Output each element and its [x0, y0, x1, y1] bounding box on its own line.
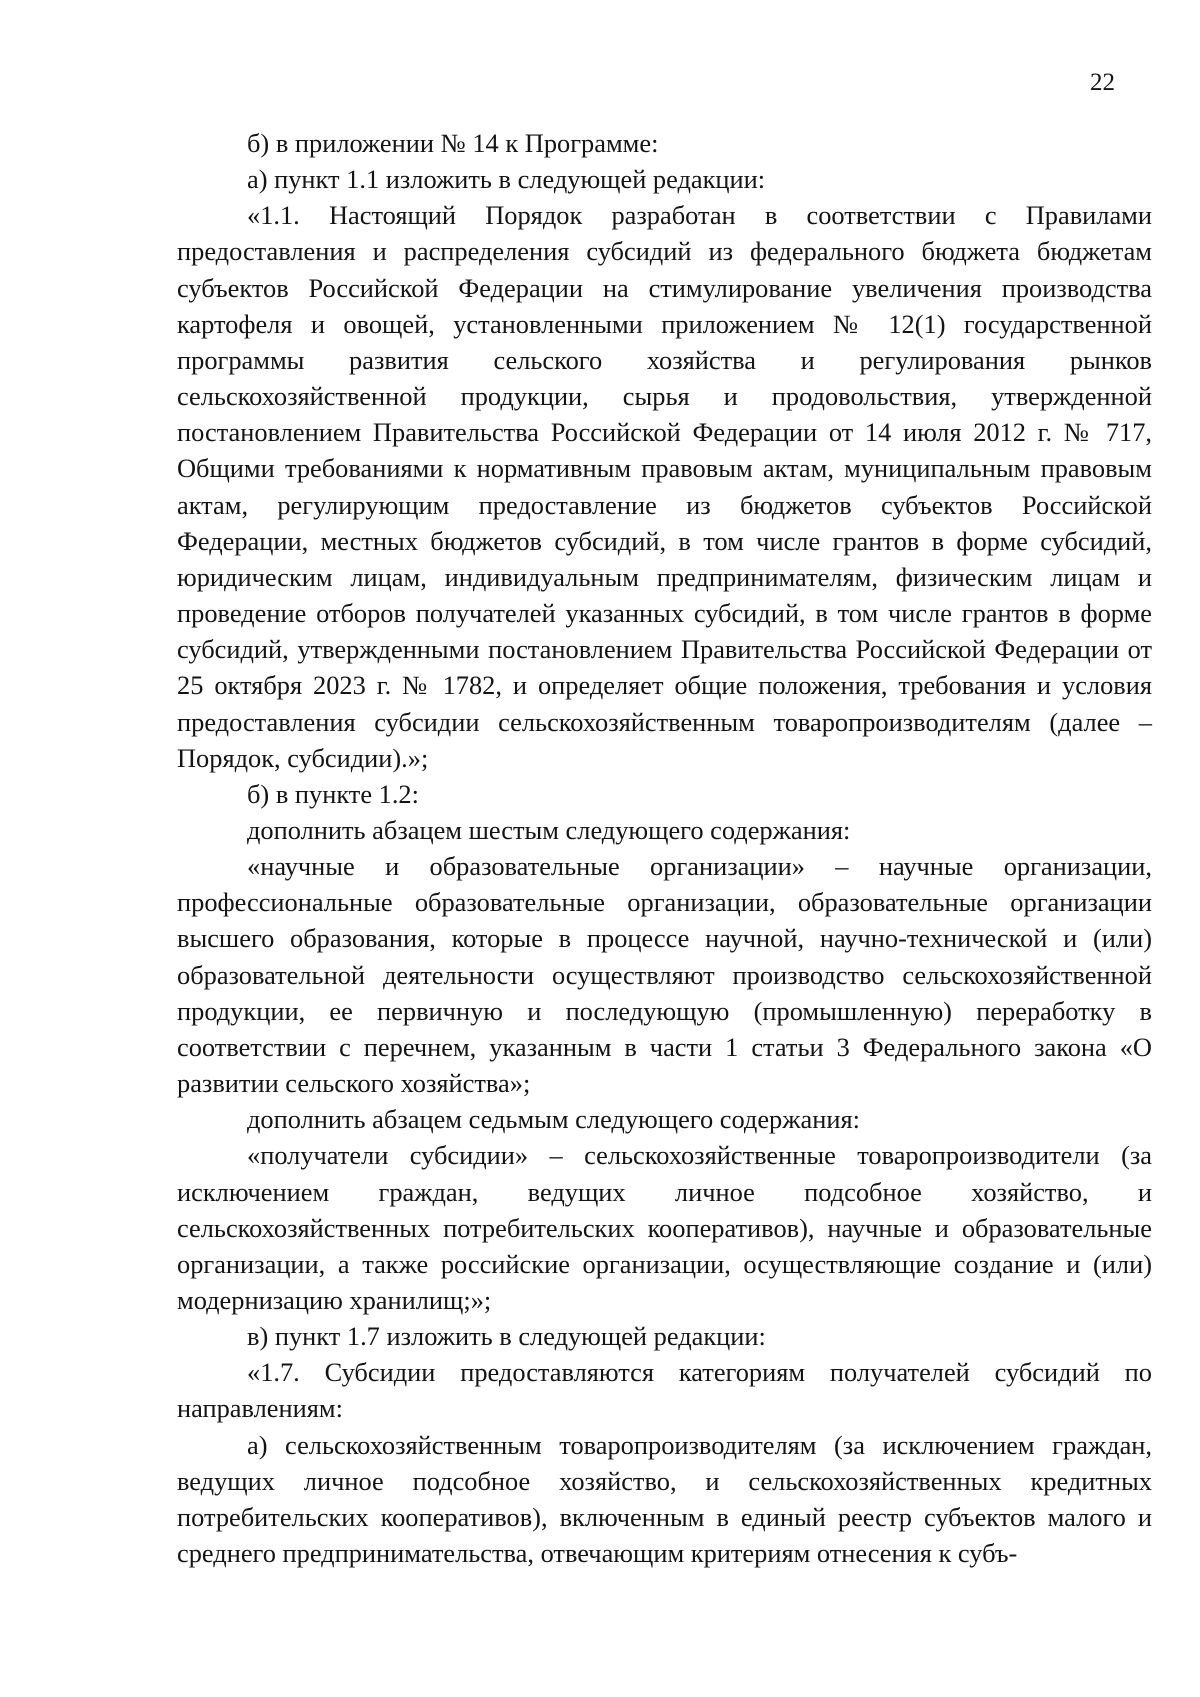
page-number: 22	[1090, 69, 1115, 96]
paragraph-item-1-7-text: «1.7. Субсидии предоставляются категориям получателей субсидий по направлениям:	[177, 1357, 1152, 1424]
paragraph-definition-recipients: «получатели субсидии» – сельскохозяйственные товаропроизводители (за исключением граждан, ведущих личное подсобное хозяйство, и сельскохозяйственных потребительских кооперативов), научные и образовательные организации, а также российские организации, осуществляющие создание и (или) модернизацию хранилищ;»;	[177, 1140, 1152, 1315]
paragraph-item-1-1-intro: а) пункт 1.1 изложить в следующей редакции:	[247, 164, 766, 195]
document-body	[177, 125, 1152, 1571]
paragraph-item-1-2-intro: б) в пункте 1.2:	[247, 778, 419, 809]
paragraph-sixth-abzac-intro: дополнить абзацем шестым следующего содержания:	[247, 814, 851, 845]
paragraph-seventh-abzac-intro: дополнить абзацем седьмым следующего содержания:	[247, 1104, 860, 1135]
paragraph-item-1-7-a: а) сельскохозяйственным товаропроизводителям (за исключением граждан, ведущих личное подсобное хозяйство, и сельскохозяйственных кредитных потребительских кооперативов), включенным в единый реестр субъектов малого и среднего предпринимательства, отвечающим критериям отнесения к субъ-	[177, 1429, 1152, 1569]
paragraph-definition-scientific-orgs: «научные и образовательные организации» – научные организации, профессиональные образовательные организации, образовательные организации высшего образования, которые в процессе научной, научно-технической и (или) образовательной деятельности осуществляют производство сельскохозяйственной продукции, ее первичную и последующую (промышленную) переработку в соответствии с перечнем, указанным в части 1 статьи 3 Федерального закона «О развитии сельского хозяйства»;	[177, 851, 1152, 1099]
paragraph-item-1-7-intro: в) пункт 1.7 изложить в следующей редакции:	[247, 1321, 766, 1352]
paragraph-appendix-14: б) в приложении № 14 к Программе:	[247, 128, 659, 158]
paragraph-item-1-1-text: «1.1. Настоящий Порядок разработан в соответствии с Правилами предоставления и распределения субсидий из федерального бюджета бюджетам субъектов Российской Федерации на стимулирование увеличения производства картофеля и овощей, установленными приложением № 12(1) государственной программы развития сельского хозяйства и регулирования рынков сельскохозяйственной продукции, сырья и продовольствия, утвержденной постановлением Правительства Российской Федерации от 14 июля 2012 г. № 717, Общими требованиями к нормативным правовым актам, муниципальным правовым актам, регулирующим предоставление из бюджетов субъектов Российской Федерации, местных бюджетов субсидий, в том числе грантов в форме субсидий, юридическим лицам, индивидуальным предпринимателям, физическим лицам и проведение отборов получателей указанных субсидий, в том числе грантов в форме субсидий, утвержденными постановлением Правительства Российской Федерации от 25 октября 2023 г. № 1782, и определяет общие положения, требования и условия предоставления субсидии сельскохозяйственным товаропроизводителям (далее – Порядок, субсидии).»;	[177, 200, 1152, 773]
